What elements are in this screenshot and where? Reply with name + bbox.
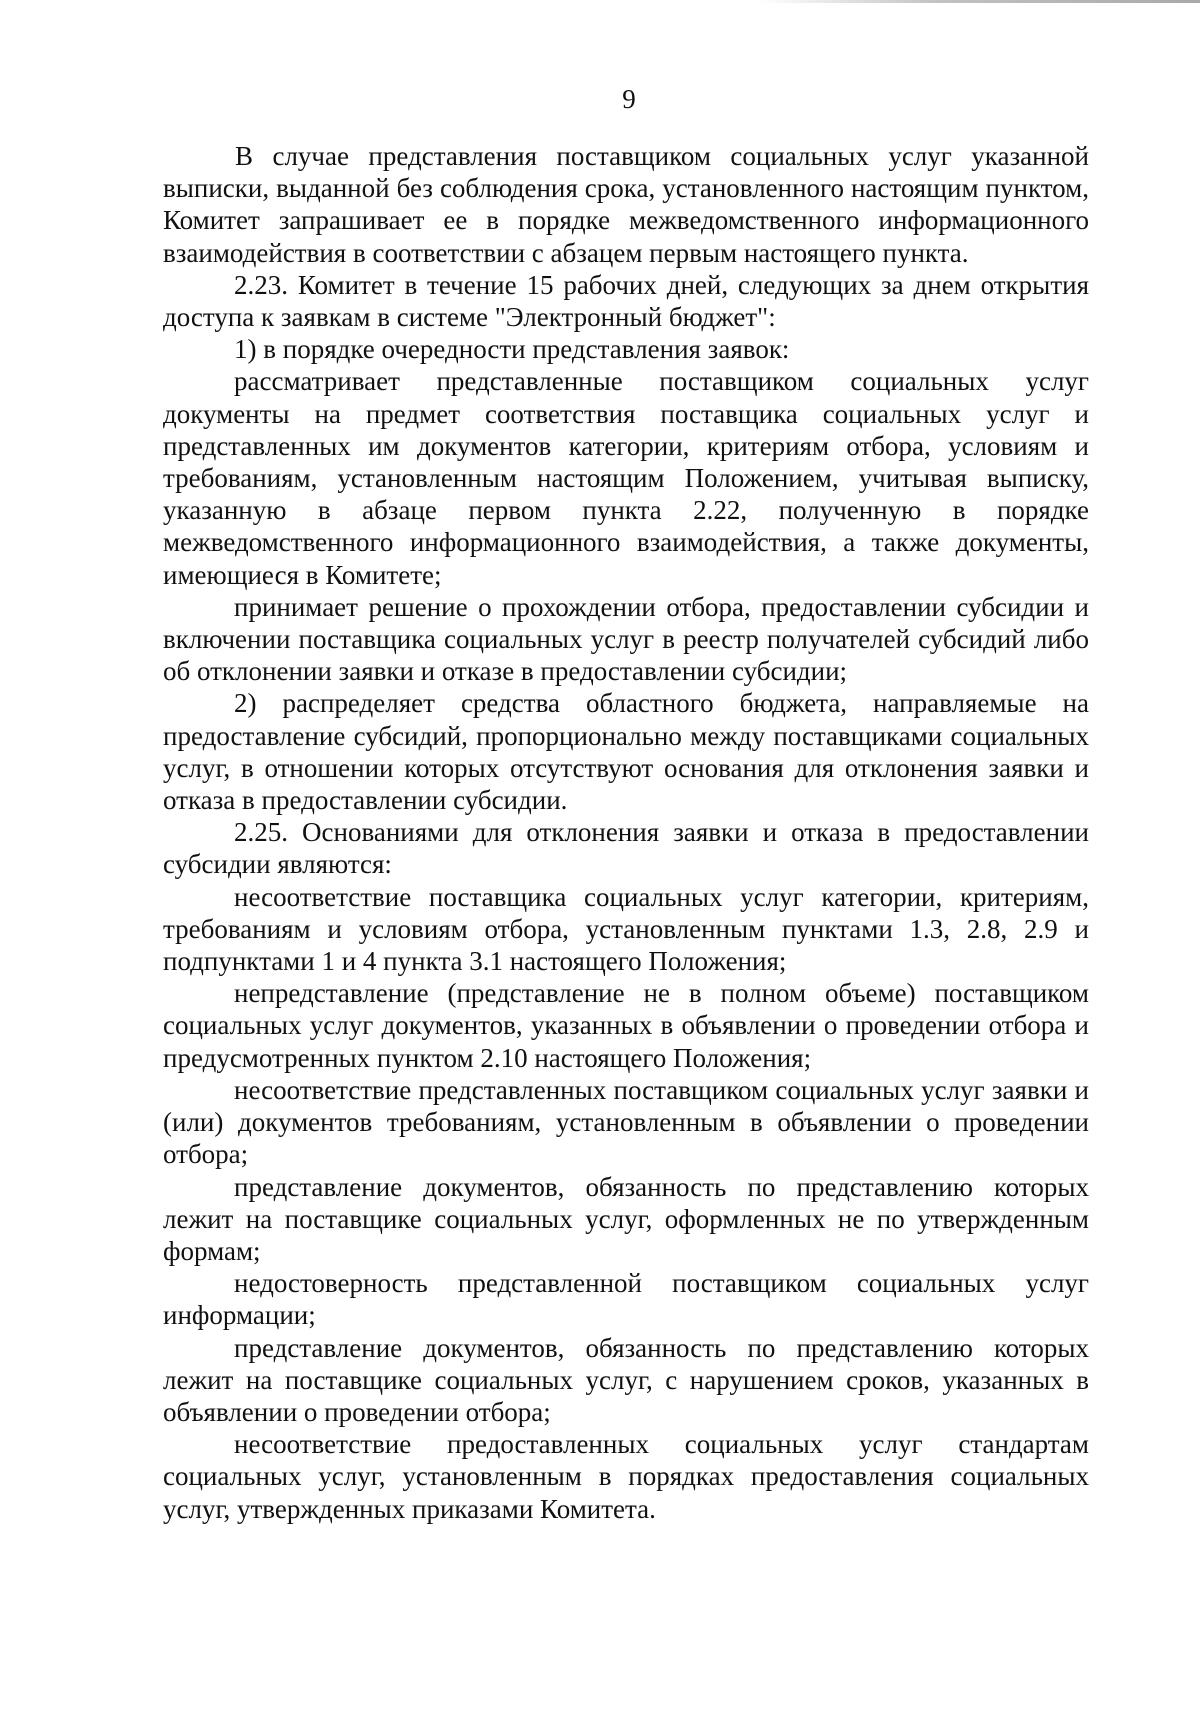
paragraph-8: несоответствие поставщика социальных услуг категории, критериям, требованиям и условиям отбора, установленным пунктами 1.3, 2.8, 2.9 и подпунктами 1 и 4 пункта 3.1 настоящего Положения; [163,881,1089,977]
scan-edge-artifact [760,0,1200,3]
paragraph-11: представление документов, обязанность по представлению которых лежит на поставщике социальных услуг, оформленных не по утвержденным формам; [163,1171,1089,1266]
document-body [163,140,1089,1525]
paragraph-6: 2) распределяет средства областного бюджета, направляемые на предоставление субсидий, пропорционально между поставщиками социальных услуг, в отношении которых отсутствуют основания для отклонения заявки и отказа в предоставлении субсидии. [163,688,1089,816]
page-number: 9 [622,84,636,114]
paragraph-7: 2.25. Основаниями для отклонения заявки и отказа в предоставлении субсидии являются: [163,817,1089,880]
paragraph-4: рассматривает представленные поставщиком социальных услуг документы на предмет соответствия поставщика социальных услуг и представленных им документов категории, критериям отбора, условиям и требованиям, установленным настоящим Положением, учитывая выписку, указанную в абзаце первом пункта 2.22, полученную в порядке межведомственного информационного взаимодействия, а также документы, имеющиеся в Комитете; [163,366,1089,590]
paragraph-10: несоответствие представленных поставщиком социальных услуг заявки и (или) документов требованиям, установленным в объявлении о проведении отбора; [163,1074,1089,1170]
paragraph-1: В случае представления поставщиком социальных услуг указанной выписки, выданной без соблюдения срока, установленного настоящим пунктом, Комитет запрашивает ее в порядке межведомственного информационного взаимодействия в соответствии с абзацем первым настоящего пункта. [163,141,1089,268]
paragraph-2: 2.23. Комитет в течение 15 рабочих дней, следующих за днем открытия доступа к заявкам в системе "Электронный бюджет": [163,269,1089,333]
paragraph-14: несоответствие предоставленных социальных услуг стандартам социальных услуг, установленным в порядках предоставления социальных услуг, утвержденных приказами Комитета. [163,1429,1089,1524]
paragraph-13: представление документов, обязанность по представлению которых лежит на поставщике социальных услуг, с нарушением сроков, указанных в объявлении о проведении отбора; [163,1332,1089,1427]
paragraph-3: 1) в порядке очередности представления заявок: [234,334,790,365]
paragraph-5: принимает решение о прохождении отбора, предоставлении субсидии и включении поставщика социальных услуг в реестр получателей субсидий либо об отклонении заявки и отказе в предоставлении субсидии; [163,591,1089,687]
paragraph-9: непредставление (представление не в полном объеме) поставщиком социальных услуг документов, указанных в объявлении о проведении отбора и предусмотренных пунктом 2.10 настоящего Положения; [163,978,1089,1073]
paragraph-12: недостоверность представленной поставщиком социальных услуг информации; [163,1268,1089,1331]
